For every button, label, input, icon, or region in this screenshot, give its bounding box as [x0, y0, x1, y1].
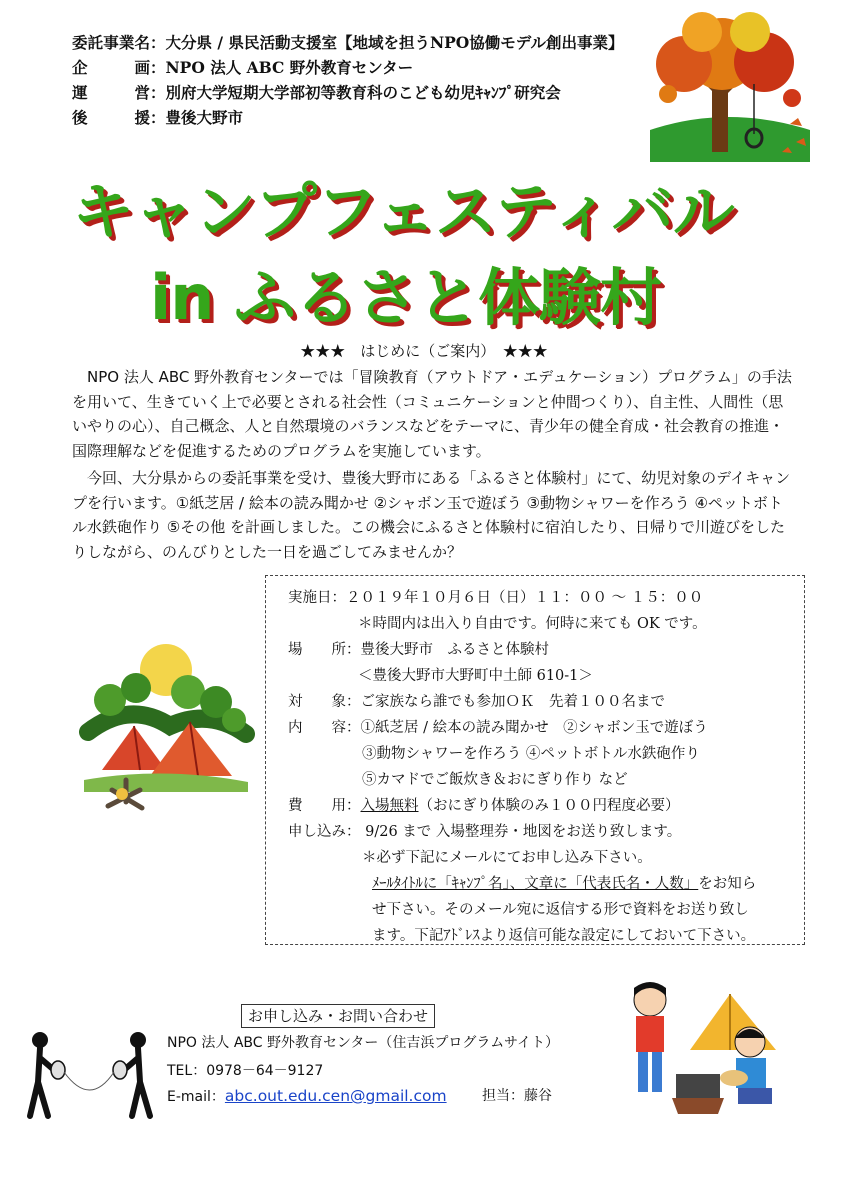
- event-title-line2: in ふるさと体験村: [150, 261, 661, 334]
- event-content-line2: ③動物シャワーを作ろう ④ペットボトル水鉄砲作り: [362, 746, 700, 762]
- intro-paragraph-text: 今回、大分県からの委託事業を受け、豊後大野市にある「ふるさと体験村」にて、幼児対象のデイキャンプを行います。①紙芝居 / 絵本の読み聞かせ ②シャボン玉で遊ぼう ③動物シャワーを作ろう ④ペットボトル水鉄砲作り ⑤その他 を計画しました。この機会にふるさと体験村に宿泊したり、日帰りで川遊びをしたりしながら、のんびりとした一日を過ごしてみませんか？: [72, 469, 791, 561]
- contact-phone: TEL：0978－64－9127: [167, 1063, 324, 1079]
- kids-camping-illustration: [618, 980, 796, 1120]
- sponsor-row-operation: [72, 80, 624, 105]
- sponsor-label: [72, 55, 150, 80]
- label-char: 営: [134, 83, 150, 102]
- sponsor-row-planning: [72, 55, 624, 80]
- contact-person: 担当：藤谷: [482, 1088, 552, 1104]
- sponsor-value: ：豊後大野市: [150, 108, 244, 127]
- event-content-line3: ⑤カマドでご飯炊き＆おにぎり作り など: [362, 772, 628, 788]
- event-content-line1: 内 容：①紙芝居 / 絵本の読み聞かせ ②シャボン玉で遊ぼう: [288, 720, 708, 736]
- sponsor-value: ：大分県 / 県民活動支援室【地域を担うNPO協働モデル創出事業】: [150, 33, 624, 52]
- mail-instruction-underlined: ﾒｰﾙﾀｲﾄﾙに「ｷｬﾝﾌﾟ名」、文章に「代表氏名・人数」: [372, 876, 699, 892]
- contact-organization: NPO 法人 ABC 野外教育センター（住吉浜プログラムサイト）: [167, 1035, 560, 1051]
- email-label: E-mail：: [167, 1089, 225, 1105]
- event-place: 場 所：豊後大野市 ふるさと体験村: [288, 642, 549, 658]
- sponsor-value: ：別府大学短期大学部初等教育科のこども幼児ｷｬﾝﾌﾟ研究会: [150, 83, 561, 102]
- sponsor-info: [72, 30, 624, 130]
- event-fee: [288, 794, 680, 820]
- mail-instruction-line1: [372, 872, 756, 898]
- sponsor-label: [72, 30, 150, 55]
- sponsor-label: [72, 80, 150, 105]
- mail-instruction-rest: をお知ら: [698, 876, 757, 892]
- sponsor-value: ：NPO 法人 ABC 野外教育センター: [150, 58, 414, 77]
- intro-paragraph: [72, 365, 792, 463]
- label-char: 委: [72, 33, 88, 52]
- sponsor-row-support: [72, 105, 624, 130]
- fee-free: 入場無料: [360, 798, 419, 814]
- label-char: 業: [118, 33, 135, 52]
- fee-label: 費 用：: [288, 798, 361, 814]
- intro-paragraph-text: NPO 法人 ABC 野外教育センターでは「冒険教育（アウトドア・エデュケーション）プログラム」の手法を用いて、生きていく上で必要とされる社会性（コミュニケーションと仲間つくり）、自主性、人間性（思いやりの心）、自己概念、人と自然環境のバランスなどをテーマに、青少年の健全育成・社会教育の推進・国際理解などを促進するためのプログラムを実施しています。: [72, 368, 792, 460]
- intro-heading: ★★★ はじめに（ご案内） ★★★: [300, 342, 548, 360]
- mail-instruction-line3: ます。下記ｱﾄﾞﾚｽより返信可能な設定にしておいて下さい。: [372, 928, 756, 944]
- fee-note: （おにぎり体験のみ１００円程度必要）: [418, 798, 680, 814]
- sponsor-row-commission: [72, 30, 624, 55]
- event-date: 実施日：２０１９年１０月６日（日）１１：００ ～ １５：００: [288, 590, 704, 606]
- camp-tents-illustration: [70, 630, 258, 820]
- event-apply: 申し込み： 9/26 まで 入場整理券・地図をお送り致します。: [288, 824, 682, 840]
- contact-email-row: [167, 1083, 447, 1111]
- contact-heading: お申し込み・お問い合わせ: [241, 1004, 435, 1028]
- label-char: 援: [134, 108, 150, 127]
- autumn-tree-swing-illustration: [642, 12, 814, 162]
- label-char: 事: [103, 33, 119, 52]
- mail-instruction-line2: せ下さい。そのメール宛に返信する形で資料をお送り致し: [372, 902, 749, 918]
- label-char: 後: [72, 108, 88, 127]
- event-target: 対 象：ご家族なら誰でも参加ＯＫ 先着１００名まで: [288, 694, 665, 710]
- label-char: 託: [87, 33, 104, 52]
- intro-paragraph: [72, 466, 792, 564]
- event-apply-note: ＊必ず下記にメールにてお申し込み下さい。: [362, 850, 652, 866]
- sponsor-label: [72, 105, 150, 130]
- tin-can-phone-illustration: [18, 1030, 168, 1126]
- event-address: ＜豊後大野市大野町中土師 610-1＞: [358, 668, 593, 684]
- label-char: 画: [134, 58, 150, 77]
- label-char: 運: [72, 83, 88, 102]
- event-details-box: [265, 575, 805, 945]
- email-link[interactable]: abc.out.edu.cen@gmail.com: [224, 1087, 447, 1105]
- event-date-note: ＊時間内は出入り自由です。何時に来ても OK です。: [358, 616, 707, 632]
- event-title-line1: キャンプフェスティバル: [72, 175, 734, 248]
- label-char: 名: [134, 33, 150, 52]
- label-char: 企: [72, 58, 88, 77]
